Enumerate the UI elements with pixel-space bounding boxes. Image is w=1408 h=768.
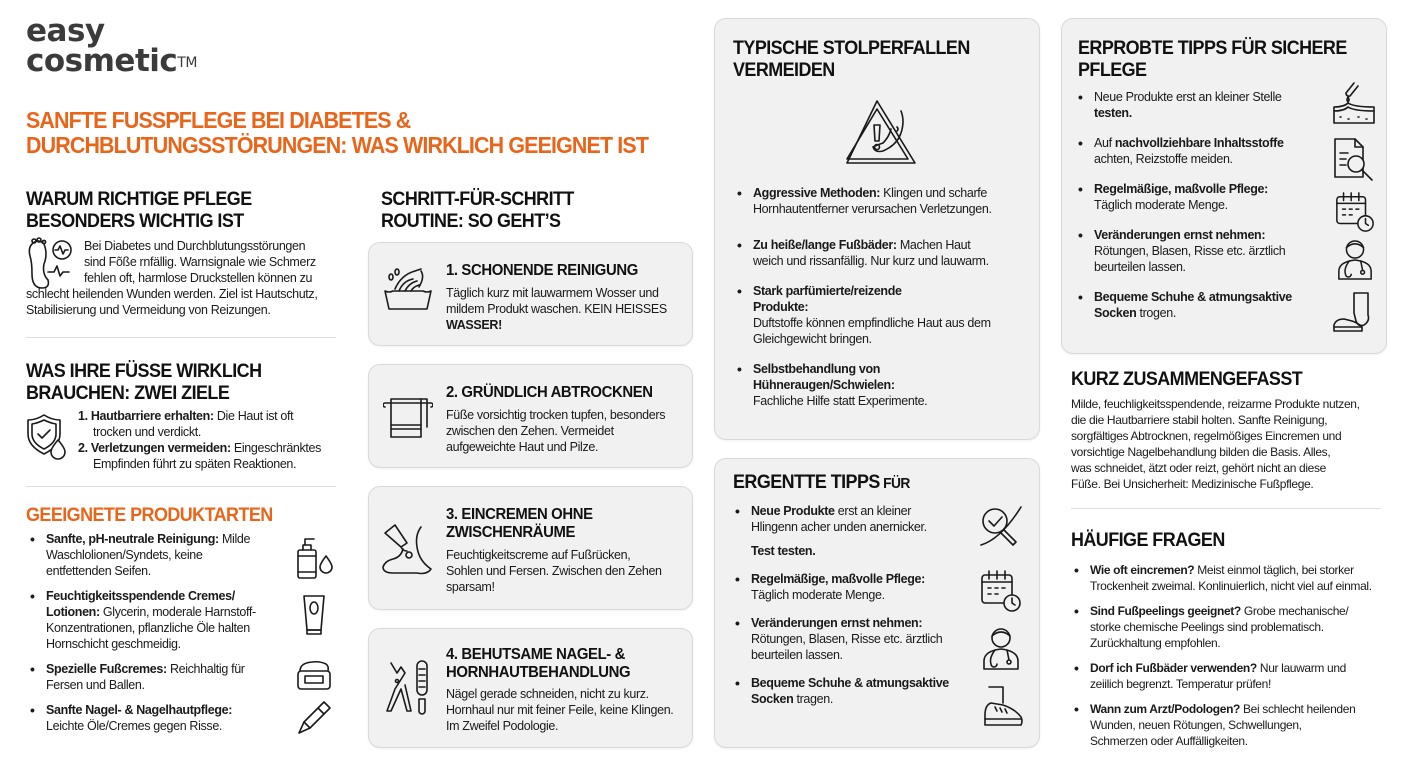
- step-text-line: Im Zweifel Podologie.: [446, 719, 559, 733]
- faq-question: Dorf ich Fußbäder verwenden?: [1090, 661, 1257, 675]
- summary-text: [1071, 396, 1396, 492]
- tip-text: erst an kleiner: [834, 504, 912, 518]
- step-text: [446, 285, 686, 333]
- summary-line: was schneidet, ätzt oder reizt, gehört nicht an diese: [1071, 461, 1326, 475]
- why-text-block: [84, 238, 344, 286]
- step-text-line: sparsam!: [446, 580, 495, 594]
- tip-item: [733, 503, 973, 559]
- goal-label: 2. Verletzungen vermeiden:: [78, 441, 231, 455]
- brand-name-line1: easy: [26, 13, 105, 49]
- step-text-line: Feuchtigkeitscreme auf Fußrücken,: [446, 548, 631, 562]
- shield-drop-icon: [24, 412, 68, 460]
- tip-label: nachvollziehbare Inhaltsstoffe: [1114, 136, 1284, 150]
- routine-title-line1: SCHRITT-FÜR-SCHRITT: [381, 188, 574, 210]
- goal-text: Die Haut ist oft: [213, 409, 294, 423]
- step-text-line: WASSER!: [446, 318, 502, 332]
- product-text: Milde: [218, 532, 251, 546]
- calendar-clock-icon: [1334, 191, 1376, 233]
- tip-item: [733, 615, 973, 663]
- product-item: [28, 661, 288, 693]
- magnifier-check-icon: [977, 503, 1025, 551]
- page-title-line2: DURCHBLUTUNGSSTÖRUNGEN: WAS WIRKLICH GEEIGNET IST: [26, 132, 649, 158]
- pitfall-text: Klingen und scharfe: [880, 186, 988, 200]
- pitfall-label: Hühneraugen/Schwielen:: [753, 378, 895, 392]
- goal-item: [78, 408, 348, 424]
- step-text-line: Täglich kurz mit lauwarmem Wosser und: [446, 286, 659, 300]
- product-text: Hornschicht geschmeidig.: [46, 637, 181, 651]
- faq-answer: zeiilich begrenzt. Temperatur prüfen!: [1090, 677, 1271, 691]
- pitfall-text: Gleichgewicht bringen.: [753, 332, 872, 346]
- pitfall-item: [735, 283, 1035, 347]
- tips-mid-card: [714, 458, 1040, 748]
- tip-item: [1076, 181, 1326, 213]
- tip-item: [1076, 227, 1326, 275]
- products-section-title: GEEIGNETE PRODUKTARTEN: [26, 504, 273, 526]
- faq-question: Wie oft eincremen?: [1090, 563, 1195, 577]
- faq-item: [1072, 603, 1402, 651]
- trademark: TM: [177, 55, 197, 71]
- pitfalls-title-line2: VERMEIDEN: [733, 59, 835, 81]
- product-label: Lotionen:: [46, 605, 100, 619]
- step-title-line: 3. EINCREMEN OHNE: [446, 506, 593, 523]
- product-item: [28, 702, 288, 734]
- products-list: [28, 531, 288, 734]
- pump-bottle-icon: [296, 534, 334, 580]
- pitfall-item: [735, 237, 1035, 269]
- faq-list: [1072, 562, 1402, 749]
- faq-answer: Meist einmol täglich, bei storker: [1194, 563, 1354, 577]
- step-text-line: Sohlen und Fersen. Zwischen den Zehen: [446, 564, 662, 578]
- step-text: [446, 547, 686, 595]
- pitfall-text: weich und rissanfällig. Nur kurz und lauwarm.: [753, 254, 989, 268]
- routine-title-line2: ROUTINE: SO GEHT’S: [381, 210, 561, 232]
- routine-step-card: [368, 242, 693, 346]
- tip-text: Auf: [1094, 136, 1115, 150]
- goals-title-line1: WAS IHRE FÜSSE WIRKLICH: [26, 360, 262, 382]
- sock-shoe-icon: [981, 685, 1025, 727]
- pitfall-item: [735, 185, 1035, 217]
- cream-tube-icon: [300, 594, 328, 638]
- product-text: Leichte Öle/Cremes gegen Risse.: [46, 719, 223, 733]
- tip-text: Täglich moderate Menge.: [751, 588, 885, 602]
- tip-label: Veränderungen ernst nehmen:: [1094, 228, 1266, 242]
- tip-text: Täglich moderate Menge.: [1094, 198, 1228, 212]
- summary-line: sorgfältiges Abtrocknen, regelmößiges Eincremen und: [1071, 429, 1342, 443]
- goal-item: [78, 440, 348, 456]
- why-title-line2: BESONDERS WICHTIG IST: [26, 210, 244, 232]
- tip-text: Neue Produkte erst an kleiner Stelle: [1094, 90, 1282, 104]
- goal-text: Empfinden führt zu späten Reaktionen.: [93, 457, 297, 471]
- tip-label: Socken: [1094, 306, 1137, 320]
- sock-shoe-icon: [1332, 291, 1376, 335]
- product-text: Waschlolionen/Syndets, keine: [46, 548, 203, 562]
- tip-item: [1076, 289, 1326, 321]
- page-title: [26, 108, 648, 158]
- summary-line: Milde, feuchligkeitsspendende, reizarme Produkte nutzen,: [1071, 397, 1360, 411]
- why-section-title: [26, 188, 252, 232]
- faq-answer: Wunden, neuen Rötungen, Schwellungen,: [1090, 718, 1302, 732]
- why-title-line1: WARUM RICHTIGE PFLEGE: [26, 188, 252, 210]
- step-text-line: zwischen den Zehen. Vermeidet: [446, 424, 614, 438]
- skin-drop-icon: [1332, 81, 1376, 125]
- goal-label: 1. Hautbarriere erhalten:: [78, 409, 214, 423]
- step-title: [446, 262, 638, 280]
- pitfall-label: Aggressive Methoden:: [753, 186, 881, 200]
- pitfall-text: Hornhautentferner verursachen Verletzungen.: [753, 202, 992, 216]
- faq-item: [1072, 701, 1402, 749]
- tips-mid-title: [733, 471, 910, 495]
- summary-title: KURZ ZUSAMMENGEFASST: [1071, 368, 1303, 390]
- product-label: Sanfte Nagel- & Nagelhautpflege:: [46, 703, 233, 717]
- tip-text: Test testen.: [751, 544, 816, 558]
- page-title-line1: SANFTE FUSSPFLEGE BEI DIABETES &: [26, 107, 411, 133]
- why-text-line: schlecht heilenden Wunden werden. Ziel ist Hautschutz,: [26, 287, 318, 301]
- faq-answer: Bei schlecht heilenden: [1240, 702, 1356, 716]
- tips-mid-title-main: ERGENTTE TIPPS: [733, 471, 880, 493]
- pitfall-label: Zu heiße/lange Fußbäder:: [753, 238, 897, 252]
- faq-answer: Trockenheit zweimal. Konlinuierlich, nicht viel auf einmal.: [1090, 579, 1372, 593]
- summary-line: vorsichtige Nagelbehandlung bilden die Basis. Alles,: [1071, 445, 1331, 459]
- step-title: [446, 506, 593, 542]
- routine-step-card: [368, 364, 693, 468]
- foot-cream-icon: [381, 523, 437, 577]
- step-title-line: HORNHAUTBEHANDLUNG: [446, 664, 631, 681]
- tip-text: beurteilen lassen.: [751, 648, 843, 662]
- tip-text: achten, Reizstoffe meiden.: [1094, 152, 1233, 166]
- tip-item: [733, 675, 973, 707]
- step-title-line: ZWISCHENRÄUME: [446, 524, 576, 541]
- faq-answer: Nur lauwarm und: [1256, 661, 1346, 675]
- step-title-line: 4. BEHUTSAME NAGEL- &: [446, 646, 626, 663]
- tip-label: Socken: [751, 692, 794, 706]
- tip-text: Rötungen, Blasen, Risse etc. ärztlich: [1094, 244, 1286, 258]
- tip-text: tragen.: [793, 692, 833, 706]
- tip-item: [733, 571, 973, 603]
- routine-step-card: [368, 628, 693, 748]
- tip-label: Regelmäßige, maßvolle Pflege:: [751, 572, 925, 586]
- tip-item: [1076, 135, 1326, 167]
- summary-line: die die Hautbarriere stabil holten. Sanfte Reinigung,: [1071, 413, 1328, 427]
- tip-label: testen.: [1094, 106, 1132, 120]
- why-text-line: Stabilisierung und Vermeidung von Reizungen.: [26, 303, 271, 317]
- tip-text: beurteilen lassen.: [1094, 260, 1186, 274]
- step-text: [446, 407, 686, 455]
- pitfall-text: Machen Haut: [896, 238, 971, 252]
- routine-section-title: [381, 188, 574, 232]
- product-text: Reichhaltig für: [166, 662, 245, 676]
- pitfall-item: [735, 361, 1035, 409]
- section-divider: [26, 337, 336, 338]
- pitfalls-title-line1: TYPISCHE STOLPERFALLEN: [733, 37, 970, 59]
- brand-logo: [26, 13, 197, 79]
- goals-list: [78, 408, 348, 472]
- product-text: Fersen und Ballen.: [46, 678, 145, 692]
- step-title: [446, 384, 653, 402]
- step-title: [446, 646, 630, 682]
- step-title-line: 1. SCHONENDE REINIGUNG: [446, 262, 638, 279]
- cream-jar-icon: [296, 657, 332, 691]
- tip-text: trogen.: [1136, 306, 1176, 320]
- faq-item: [1072, 562, 1402, 594]
- faq-question: Wann zum Arzt/Podologen?: [1090, 702, 1241, 716]
- tip-item: [1076, 89, 1326, 121]
- pitfall-label: Produkte:: [753, 300, 809, 314]
- product-text: entfettenden Seifen.: [46, 564, 151, 578]
- document-search-icon: [1332, 137, 1376, 183]
- brand-name-line2: cosmetic: [26, 43, 178, 79]
- tip-text: Hlingenn acher unden anernicker.: [751, 520, 927, 534]
- tips-mid-list: [733, 503, 973, 707]
- tips-right-title-line2: PFLEGE: [1078, 59, 1147, 81]
- why-text-block-2: [26, 286, 346, 318]
- why-text-line: Bei Diabetes und Durchblutungsstörungen: [84, 239, 306, 253]
- tip-label: Regelmäßige, maßvolle Pflege:: [1094, 182, 1268, 196]
- step-text-line: Hornhaul nur mit feiner Feile, keine Klingen.: [446, 703, 674, 717]
- goals-title-line2: BRAUCHEN: ZWEI ZIELE: [26, 382, 230, 404]
- faq-title: HÄUFIGE FRAGEN: [1071, 529, 1225, 551]
- doctor-icon: [1336, 237, 1374, 281]
- goals-section-title: [26, 360, 261, 404]
- foot-pulse-icon: [24, 236, 74, 290]
- tip-label: Neue Produkte: [751, 504, 835, 518]
- faq-answer: Zurückhaltung empfohlen.: [1090, 636, 1221, 650]
- tip-label: Bequeme Schuhe & atmungsaktive: [1094, 290, 1292, 304]
- product-label: Feuchtigkeitsspendende Cremes/: [46, 589, 235, 603]
- why-text-line: sind Fõße rnfällig. Warnsignale wie Schmerz: [84, 255, 316, 269]
- step-text: [446, 686, 691, 734]
- product-label: Sanfte, pH-neutrale Reinigung:: [46, 532, 219, 546]
- summary-line: Füße. Bei Unsicherheit: Medizinische Fußpflege.: [1071, 477, 1314, 491]
- warning-foot-icon: [843, 97, 925, 169]
- pitfall-label: Selbstbehandlung von: [753, 362, 881, 376]
- tip-text: Rötungen, Blasen, Risse etc. ärztlich: [751, 632, 943, 646]
- tips-right-card: [1061, 18, 1387, 354]
- product-text: Glycerin, moderale Harnstoff-: [99, 605, 256, 619]
- faq-answer: Schmerzen oder Auffälligkeiten.: [1090, 734, 1248, 748]
- product-item: [28, 588, 288, 652]
- routine-step-card: [368, 486, 693, 610]
- towel-icon: [383, 393, 433, 439]
- pitfall-text: Fachliche Hilfe statt Experimente.: [753, 394, 928, 408]
- product-text: Konzentrationen, pflanzliche Öle halten: [46, 621, 250, 635]
- nail-clipper-file-icon: [383, 659, 437, 715]
- pitfall-label: Stark parfümierte/reizende: [753, 284, 902, 298]
- step-text-line: mildem Produkt waschen. KEIN HEISSES: [446, 302, 667, 316]
- section-divider: [1071, 508, 1381, 509]
- tips-right-title-line1: ERPROBTE TIPPS FÜR SICHERE: [1078, 37, 1347, 59]
- goal-text: Eingeschränktes: [230, 441, 322, 455]
- pitfalls-card: [714, 18, 1040, 440]
- step-title-line: 2. GRÜNDLICH ABTROCKNEN: [446, 384, 653, 401]
- pitfalls-list: [735, 185, 1035, 409]
- pitfall-text: Duftstoffe können empfindliche Haut aus dem: [753, 316, 991, 330]
- tip-label: Veränderungen ernst nehmen:: [751, 616, 923, 630]
- tips-mid-title-suffix: FÜR: [879, 475, 910, 492]
- tips-right-title: [1078, 37, 1347, 81]
- why-text-line: fehlen oft, harmlose Druckstellen können zu: [84, 271, 313, 285]
- faq-answer: Grobe mechanische/: [1240, 604, 1349, 618]
- faq-item: [1072, 660, 1402, 692]
- goal-text: trocken und verdickt.: [93, 425, 201, 439]
- faq-question: Sind Fußpeelings geeignet?: [1090, 604, 1241, 618]
- tips-right-list: [1076, 89, 1326, 321]
- product-label: Spezielle Fußcremes:: [46, 662, 167, 676]
- faq-answer: storke chemische Peelings sind problematisch.: [1090, 620, 1324, 634]
- product-item: [28, 531, 288, 579]
- step-text-line: Füße vorsichtig trocken tupfen, besonders: [446, 408, 666, 422]
- step-text-line: aufgeweichte Haut und Pilze.: [446, 440, 599, 454]
- washing-hands-icon: [383, 265, 433, 315]
- pitfalls-title: [733, 37, 970, 81]
- calendar-clock-icon: [979, 569, 1023, 613]
- doctor-icon: [981, 625, 1021, 671]
- section-divider: [26, 486, 336, 487]
- tip-label: Bequeme Schuhe & atmungsaktive: [751, 676, 949, 690]
- nail-pen-icon: [296, 700, 332, 736]
- step-text-line: Nägel gerade schneiden, nicht zu kurz.: [446, 687, 649, 701]
